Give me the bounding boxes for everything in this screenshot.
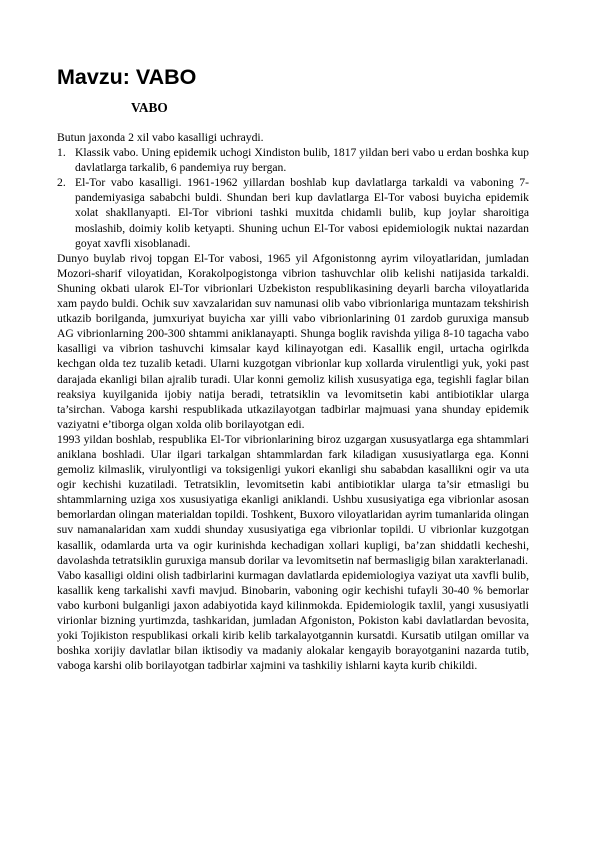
list-item-number: 2.	[57, 176, 66, 190]
document-page	[57, 64, 529, 673]
list-item	[57, 145, 529, 175]
body-paragraph: Vabo kasalligi oldini olish tadbirlarini kurmagan davlatlarda epidemiologiya vaziyat uta xavfli bulib, kasallik keng tarkalishi xavfi mavjud. Binobarin, vaboning ogir kechishi tufayli 30-40 % bemorlar vabo kurboni bulganligi jaxon adabiyotida kayd kilinmokda. Epidemiologik taxlil, yangi xususiyatli virionlar bizning yurtimzda, tashkaridan, jumladan Afgoniston, Pokiston kabi davlatlardan bevosita, yoki Tojikiston respublikasi orkali kirib kelib tarkalayotgannin kursatdi. Kursatib utilgan omillar va boshka xorijiy davlatlar bilan iktisodiy va madaniy alokalar kengayib borayotganini nazarda tutib, vaboga karshi olib borilayotgan tadbirlar xajmini va tashkiliy ishlarni kayta kurib chikildi.	[57, 568, 529, 673]
list-item	[57, 175, 529, 250]
list-item-text: Klassik vabo. Uning epidemik uchogi Xindiston bulib, 1817 yildan beri vabo u erdan boshka kup davlatlarga tarkalib, 6 pandemiya ruy bergan.	[75, 146, 529, 175]
document-title: Mavzu: VABO	[57, 65, 197, 89]
body-paragraph: Dunyo buylab rivoj topgan El-Tor vabosi, 1965 yil Afgonistonng ayrim viloyatlaridan, jumladan Mozori-sharif viloyatidan, Korakolpogistonga vibrion tashuvchlar olib kelishi natijasida tarkaldi. Shuning okbati ularok El-Tor vibrionlari Uzbekiston respublikasining deyarli barcha viloyatlarida xam paydo buldi. Ochik suv xavzalaridan suv namunasi olib vabo vibrionlariga muntazam tekshirish utkazib borilganda, jumxuriyat buyicha xar yilli vabo vibrionlarining 01 zardob guruxiga mansub AG vibrionlarning 200-300 shtammi aniklanayapti. Shunga boglik ravishda yiliga 8-10 tagacha vabo kasalligi va vibrion tashuvchi kimsalar kayd kilinayotgan edi. Kasallik engil, urtacha ogirlkda kechgan olda tez tuzalib ketadi. Ularni kuzgotgan vibrionlar kup xollarda virulentligi yuk, yoki past darajada ekanligi bilan ajralib turadi. Ular konni gemoliz kilish xususyatiga ega, tegishli faglar bilan reaksiya kuyilganida ijobiy natija beradi, tetratsiklin va levomitsetin kabi antibiotiklar ularga ta’sirchan. Vaboga karshi respublikada utkazilayotgan tadbirlar majmuasi yana shunday epidemik vaziyatni e’tiborga olgan xolda olib borilayotgan edi.	[57, 251, 529, 431]
intro-paragraph: Butun jaxonda 2 xil vabo kasalligi uchraydi.	[57, 131, 264, 144]
vabo-types-list	[57, 145, 529, 251]
list-item-text: El-Tor vabo kasalligi. 1961-1962 yillardan boshlab kup davlatlarga tarkaldi va vaboning 7-pandemiyasiga sababchi buldi. Shundan beri kup davlatlarga El-Tor vabosi buyicha epidemik xolat shakllanyapti. El-Tor vibrioni tashki muxitda chidamli bulib, kup joylar sharoitiga moslashib, doimiy kolib ketyapti. Shuning uchun El-Tor vabosi epidemiologik nuktai nazardan goyat xavfli xisoblanadi.	[75, 176, 529, 250]
list-item-number: 1.	[57, 146, 66, 160]
document-subtitle: VABO	[131, 100, 168, 115]
body-paragraph: 1993 yildan boshlab, respublika El-Tor vibrionlarining biroz uzgargan xususyatlarga ega shtammlari aniklana boshladi. Ular ilgari tarkalgan shtammlardan fark kiladigan xususiyatlarga ega. Konni gemoliz kilmaslik, virulyontligi va toksigenligi yukori ekanligi shu sababdan kasallikni ogir va uta ogir kechishi kuzatiladi. Tetratsiklin, levomitsetin kabi antibiotiklar ularga ta’sir etmasligi bu shtammlarning uziga xos xususiyatiga ekanligi aniklandi. Ushbu xususiyatiga ega vibrionlar asosan bemorlardan olingan materialdan topildi. Toshkent, Buxoro viloyatlaridan ayrim tumanlarida olingan suv namanalaridan xam xuddi shunday xususiyatiga ega vibrionlar topildi. U vibrionlar kuzgotgan kasallik, odamlarda urta va ogir kurinishda kechadigan xollari kupligi, ba’zan shiddatli kecheshi, davolashda tetratsiklin guruxiga mansub dorilar va levomitsetin naf bermasligig bilan xarakterlanadi.	[57, 432, 529, 567]
